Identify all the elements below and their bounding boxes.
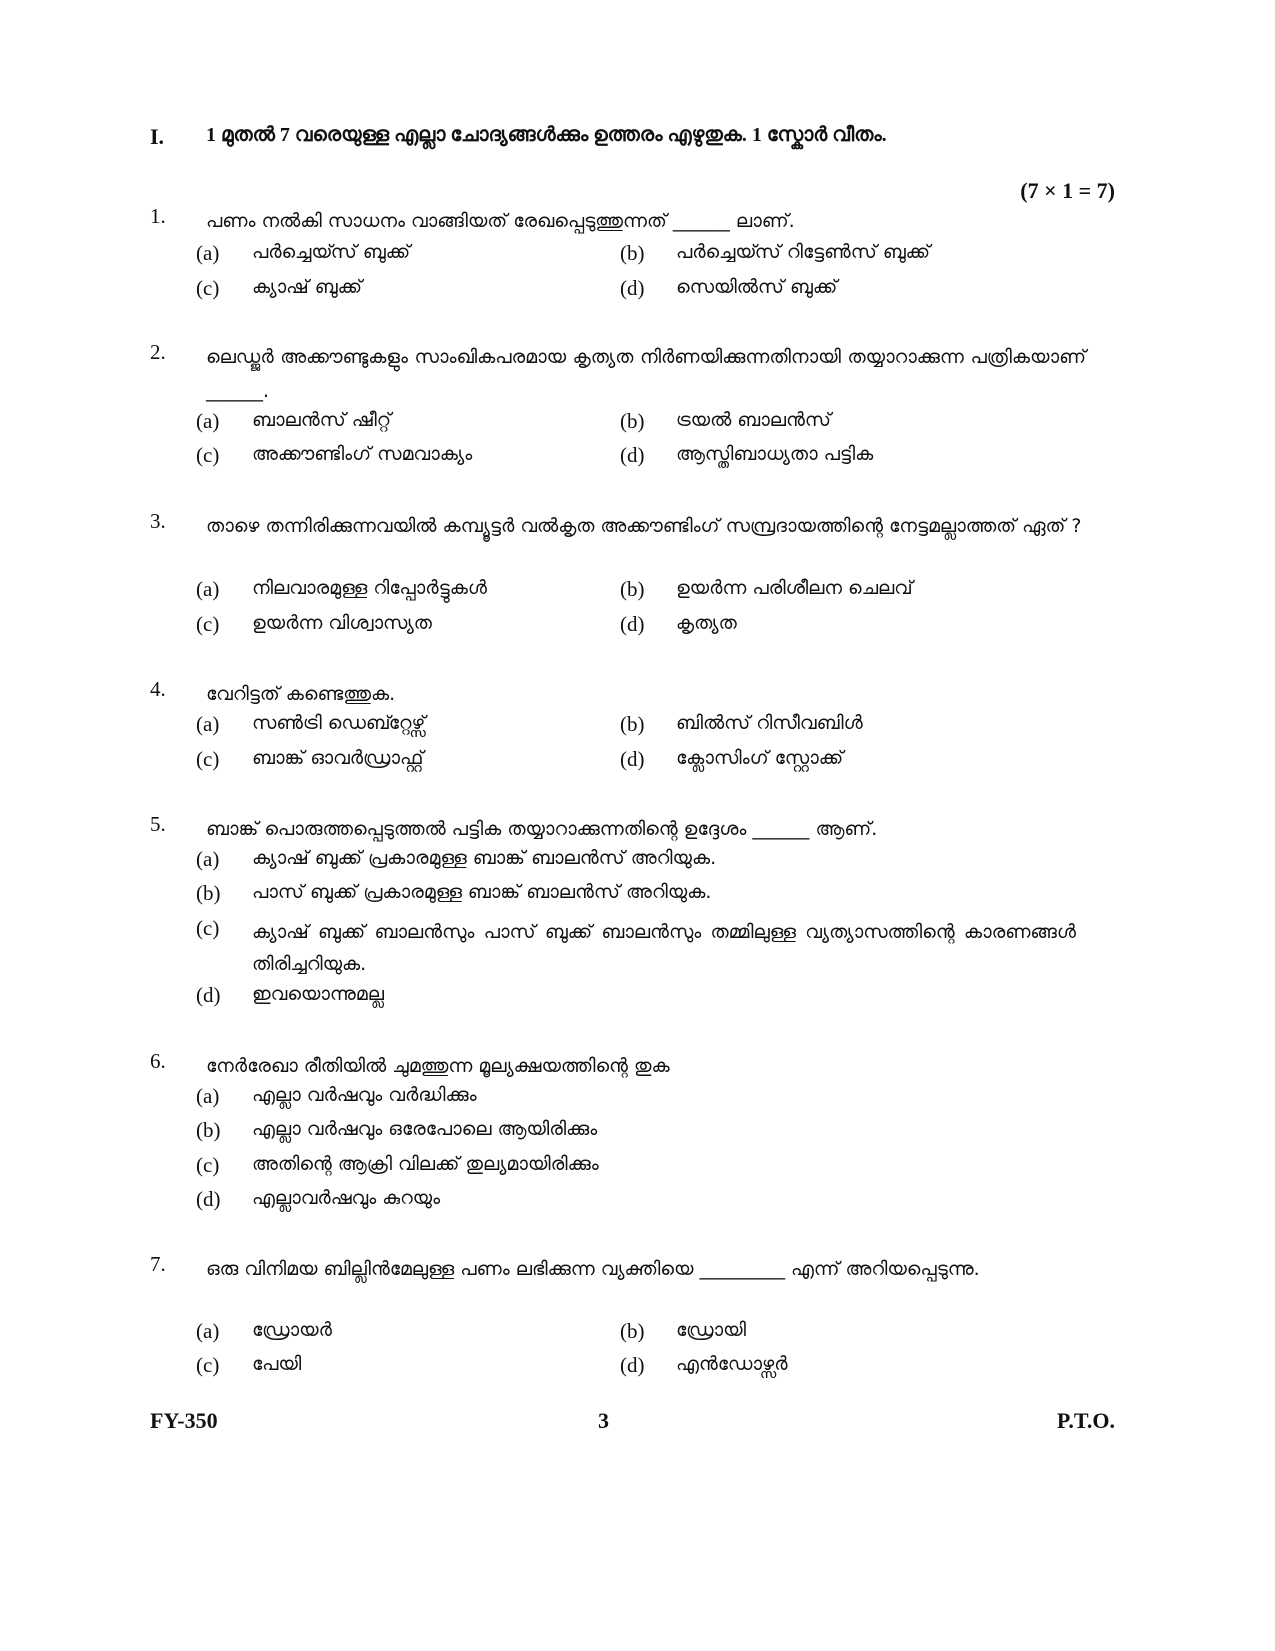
section-number: I.	[150, 124, 165, 149]
exam-page: I. 1 മുതൽ 7 വരെയുള്ള എല്ലാ ചോദ്യങ്ങൾക്കും ഉത്തരം എഴുതുക. 1 സ്കോർ വീതം. (7 × 1 = 7) 1. പണം നൽകി സാധനം വാങ്ങിയത് രേഖപ്പെടുത്തുന്നത് ______ ലാണ്. (a) പർച്ചെയ്സ് ബുക്ക് (b) പർച്ചെയ്സ് റിട്ടേൺസ് ബുക്ക് (c) ക്യാഷ് ബുക്ക് (d) സെയിൽസ് ബുക്ക് 2. ലെഡ്ജർ അക്കൗണ്ടുകളും സാംഖികപരമായ കൃത്യത നിർണയിക്കുന്നതിനായി തയ്യാറാക്കുന്ന പത്രികയാണ് ______. (a) ബാലൻസ് ഷീറ്റ് (b) ട്രയൽ ബാലൻസ് (c) അക്കൗണ്ടിംഗ് സമവാക്യം (d) ആസ്തിബാധ്യതാ പട്ടിക 3. താഴെ തന്നിരിക്കുന്നവയിൽ കമ്പ്യൂട്ടർ വൽകൃത അക്കൗണ്ടിംഗ് സമ്പ്രദായത്തിന്റെ നേട്ടമല്ലാത്തത് ഏത് ? (a) നിലവാരമുള്ള റിപ്പോർട്ടുകൾ (b) ഉയർന്ന പരിശീലന ചെലവ് (c) ഉയർന്ന വിശ്വാസ്യത (d) കൃത്യത 4. വേറിട്ടത് കണ്ടെത്തുക. (a) സൺട്രി ഡെബ്റ്റേഴ്സ് (b) ബിൽസ് റിസീവബിൾ (c) ബാങ്ക് ഓവർഡ്രാഫ്റ്റ് (d) ക്ലോസിംഗ് സ്റ്റോക്ക് 5. ബാങ്ക് പൊരുത്തപ്പെടുത്തൽ പട്ടിക തയ്യാറാക്കുന്നതിന്റെ ഉദ്ദേശം ______ ആണ്. (a) ക്യാഷ് ബുക്ക് പ്രകാരമുള്ള ബാങ്ക് ബാലൻസ് അറിയുക. (b) പാസ് ബുക്ക് പ്രകാരമുള്ള ബാങ്ക് ബാലൻസ് അറിയുക. (c) ക്യാഷ് ബുക്ക് ബാലൻസും പാസ് ബുക്ക് ബാലൻസും തമ്മിലുള്ള വ്യത്യാസത്തിന്റെ കാരണങ്ങൾ തിരിച്ചറിയുക. (d) ഇവയൊന്നുമല്ല 6. നേർരേഖാ രീതിയിൽ ചുമത്തുന്ന മൂല്യക്ഷയത്തിന്റെ തുക (a) എല്ലാ വർഷവും വർദ്ധിക്കും (b) എല്ലാ വർഷവും ഒരേപോലെ ആയിരിക്കും (c) അതിന്റെ ആക്രി വിലക്ക് തുല്യമായിരിക്കും (d) എല്ലാവർഷവും കുറയും 7. ഒരു വിനിമയ ബില്ലിൻമേലുള്ള പണം ലഭിക്കുന്ന വ്യക്തിയെ _________ എന്ന് അറിയപ്പെടുന്നു. (a) ഡ്രോയർ (b) ഡ്രോയി (c) പേയി (d) എൻഡോഴ്സർ FY-350 3 P.T.O.	[150, 124, 1115, 1433]
question-stem: ഒരു വിനിമയ ബില്ലിൻമേലുള്ള പണം ലഭിക്കുന്ന വ്യക്തിയെ _________ എന്ന് അറിയപ്പെടുന്നു.	[206, 1258, 980, 1280]
question-stem: നേർരേഖാ രീതിയിൽ ചുമത്തുന്ന മൂല്യക്ഷയത്തിന്റെ തുക	[206, 1055, 670, 1077]
question-stem: ബാങ്ക് പൊരുത്തപ്പെടുത്തൽ പട്ടിക തയ്യാറാക്കുന്നതിന്റെ ഉദ്ദേശം ______ ആണ്.	[206, 818, 878, 840]
page-number: 3	[598, 1408, 609, 1433]
question-stem: ലെഡ്ജർ അക്കൗണ്ടുകളും സാംഖികപരമായ കൃത്യത നിർണയിക്കുന്നതിനായി തയ്യാറാക്കുന്ന പത്രികയാണ് ______.	[206, 346, 1086, 402]
question-number: 7.	[150, 1252, 166, 1276]
question-number: 6.	[150, 1049, 166, 1073]
pto-label: P.T.O.	[1056, 1408, 1115, 1433]
question-number: 3.	[150, 509, 166, 533]
question-number: 4.	[150, 677, 166, 701]
section-marks: (7 × 1 = 7)	[1020, 178, 1115, 203]
question-number: 1.	[150, 204, 166, 228]
question-number: 5.	[150, 812, 166, 836]
question-stem: താഴെ തന്നിരിക്കുന്നവയിൽ കമ്പ്യൂട്ടർ വൽകൃത അക്കൗണ്ടിംഗ് സമ്പ്രദായത്തിന്റെ നേട്ടമല്ലാത്തത് ഏത് ?	[206, 515, 1082, 537]
question-number: 2.	[150, 340, 166, 364]
question-stem: വേറിട്ടത് കണ്ടെത്തുക.	[206, 683, 396, 705]
paper-code: FY-350	[150, 1408, 218, 1433]
question-stem: പണം നൽകി സാധനം വാങ്ങിയത് രേഖപ്പെടുത്തുന്നത് ______ ലാണ്.	[206, 210, 795, 232]
section-instruction: 1 മുതൽ 7 വരെയുള്ള എല്ലാ ചോദ്യങ്ങൾക്കും ഉത്തരം എഴുതുക. 1 സ്കോർ വീതം.	[206, 124, 887, 146]
